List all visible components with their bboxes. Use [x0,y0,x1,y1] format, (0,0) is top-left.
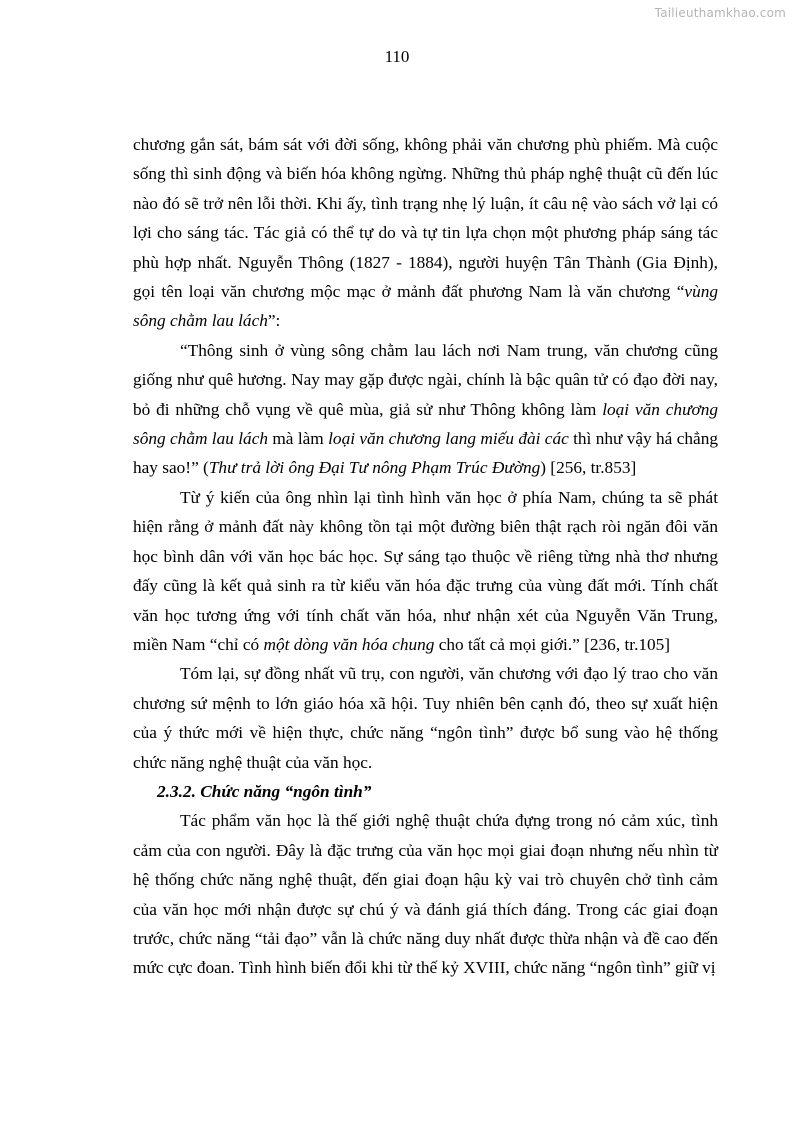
text-run: ) [256, tr.853] [540,458,637,478]
italic-text: một dòng văn hóa chung [263,634,435,654]
text-run: Tác phẩm văn học là thế giới nghệ thuật chứa đựng trong nó cảm xúc, tình cảm của con người. Đây là đặc trưng của văn học mọi giai đoạn nhưng nếu nhìn từ hệ thống chức năng nghệ thuật, đến giai đoạn hậu kỳ vai trò chuyên chở tình cảm của văn học mới nhận được sự chú ý và đánh giá thích đáng. Trong các giai đoạn trước, chức năng “tải đạo” vẫn là chức năng duy nhất được thừa nhận và đề cao đến mức cực đoan. Tình hình biến đổi khi từ thế kỷ XVIII, chức năng “ngôn tình” giữ vị [133,811,718,978]
text-run: Từ ý kiến của ông nhìn lại tình hình văn học ở phía Nam, chúng ta sẽ phát hiện rằng ở mảnh đất này không tồn tại một đường biên thật rạch ròi ngăn đôi văn học bình dân với văn học bác học. Sự sáng tạo thuộc về riêng từng nhà thơ nhưng đấy cũng là kết quả sinh ra từ kiểu văn hóa đặc trưng của vùng đất mới. Tính chất văn học tương ứng với tính chất văn hóa, như nhận xét của Nguyễn Văn Trung, miền Nam “chỉ có [133,487,718,654]
page-number: 110 [384,47,410,66]
text-run: ”: [267,311,281,331]
text-run: “Thông sinh ở vùng sông chằm lau lách nơi Nam trung, văn chương cũng giống như quê hương. Nay may gặp được ngài, chính là bậc quân tử có đạo đời nay, bỏ đi những chỗ vụng về quê mùa, giả sử như Thông không làm [133,340,718,419]
text-run: cho tất cả mọi giới.” [236, tr.105] [434,634,671,654]
paragraph-group [133,130,718,777]
section-paragraph-group [133,806,718,982]
section-heading: 2.3.2. Chức năng “ngôn tình” [157,781,372,801]
italic-text: loại văn chương lang miếu đài các [328,429,569,449]
text-run: mà làm [268,429,329,449]
text-run: Tóm lại, sự đồng nhất vũ trụ, con người, văn chương với đạo lý trao cho văn chương sứ mệnh to lớn giáo hóa xã hội. Tuy nhiên bên cạnh đó, theo sự xuất hiện của ý thức mới về hiện thực, chức năng “ngôn tình” được bổ sung vào hệ thống chức năng nghệ thuật của văn học. [133,664,718,772]
paragraph [133,806,718,982]
text-run: thì như vậy há chẳng hay sao!” ( [133,429,718,478]
watermark-text: Tailieuthamkhao.com [654,6,786,20]
paragraph [133,336,718,483]
document-body [133,130,718,983]
paragraph [133,659,718,777]
text-run: chương gắn sát, bám sát với đời sống, không phải văn chương phù phiếm. Mà cuộc sống thì sinh động và biến hóa không ngừng. Những thủ pháp nghệ thuật cũ đến lúc nào đó sẽ trở nên lỗi thời. Khi ấy, tình trạng nhẹ lý luận, ít câu nệ vào sách vở lại có lợi cho sáng tác. Tác giả có thể tự do và tự tin lựa chọn một phương pháp sáng tác phù hợp nhất. Nguyễn Thông (1827 - 1884), người huyện Tân Thành (Gia Định), gọi tên loại văn chương mộc mạc ở mảnh đất phương Nam là văn chương “ [133,135,718,302]
paragraph [133,483,718,659]
paragraph [133,130,718,336]
italic-text: vùng sông chằm lau lách [133,282,718,331]
italic-text: loại văn chương sông chằm lau lách [133,399,718,449]
italic-text: Thư trả lời ông Đại Tư nông Phạm Trúc Đường [208,458,541,478]
